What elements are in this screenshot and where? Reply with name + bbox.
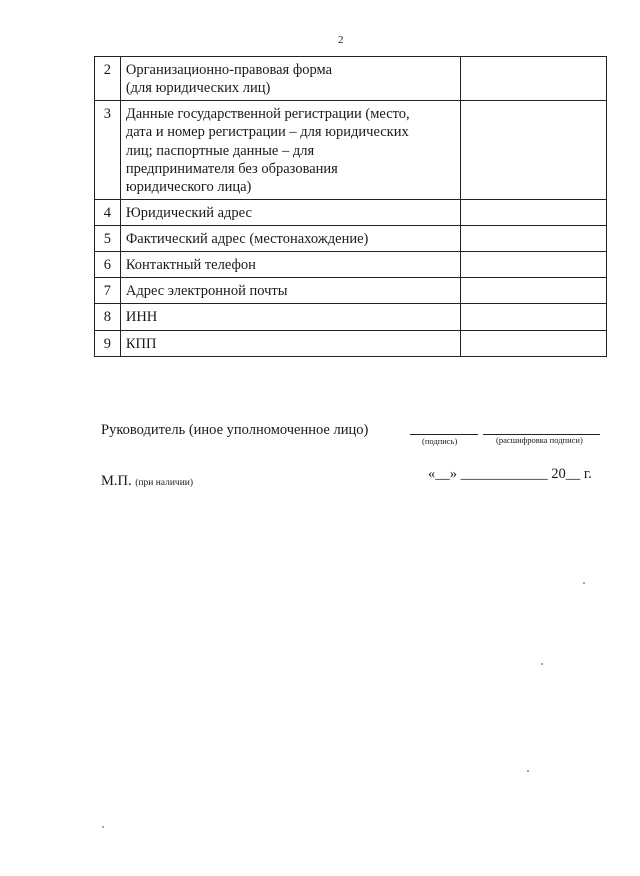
row-label-line: Данные государственной регистрации (место, bbox=[125, 106, 410, 123]
signature-line[interactable] bbox=[410, 420, 478, 435]
table-row bbox=[95, 304, 607, 330]
row-label-line: Юридический адрес bbox=[125, 204, 252, 221]
row-number: 6 bbox=[95, 252, 121, 278]
row-value-cell[interactable] bbox=[460, 330, 606, 356]
row-value-cell[interactable] bbox=[460, 226, 606, 252]
row-number: 4 bbox=[95, 199, 121, 225]
date-month-blank[interactable]: ____________ bbox=[460, 466, 548, 482]
signature-label: Руководитель (иное уполномоченное лицо) bbox=[101, 422, 369, 438]
row-value-cell[interactable] bbox=[460, 199, 606, 225]
row-value-cell[interactable] bbox=[460, 57, 606, 101]
row-number: 8 bbox=[95, 304, 121, 330]
table-row bbox=[95, 101, 607, 200]
date-year-suffix: г. bbox=[580, 466, 592, 482]
scan-speck bbox=[583, 582, 585, 584]
signature-caption: (подпись) bbox=[422, 436, 458, 446]
row-label bbox=[120, 252, 460, 278]
row-number: 2 bbox=[95, 57, 121, 101]
scan-speck bbox=[541, 663, 543, 665]
row-value-cell[interactable] bbox=[460, 252, 606, 278]
row-label-line: лиц; паспортные данные – для bbox=[125, 142, 315, 159]
row-label-line: Адрес электронной почты bbox=[125, 283, 288, 300]
date-year-blank[interactable]: __ bbox=[565, 466, 581, 482]
row-value-cell[interactable] bbox=[460, 304, 606, 330]
row-label-line: дата и номер регистрации – для юридических bbox=[125, 124, 409, 141]
row-number: 3 bbox=[95, 101, 121, 200]
table-row bbox=[95, 199, 607, 225]
row-label-line: ИНН bbox=[125, 309, 158, 326]
table-row bbox=[95, 252, 607, 278]
row-label-line: Контактный телефон bbox=[125, 257, 256, 274]
row-label-line: юридического лица) bbox=[125, 178, 252, 195]
table-row bbox=[95, 226, 607, 252]
company-details-table bbox=[94, 56, 607, 357]
row-label bbox=[120, 101, 460, 200]
row-label-line: Фактический адрес (местонахождение) bbox=[125, 231, 369, 247]
row-label bbox=[120, 226, 460, 252]
row-number: 7 bbox=[95, 278, 121, 304]
table-row bbox=[95, 57, 607, 101]
date-year-prefix: 20 bbox=[551, 466, 566, 482]
signature-name-line[interactable] bbox=[483, 420, 600, 435]
row-label-line: (для юридических лиц) bbox=[125, 80, 271, 97]
date-close-quote: » bbox=[449, 466, 457, 482]
row-label bbox=[120, 278, 460, 304]
scan-speck bbox=[527, 770, 529, 772]
page-number: 2 bbox=[338, 34, 344, 46]
row-label bbox=[120, 57, 460, 101]
table-row bbox=[95, 330, 607, 356]
date-field[interactable] bbox=[428, 466, 592, 483]
row-number: 5 bbox=[95, 226, 121, 252]
stamp-text: М.П. bbox=[101, 473, 132, 489]
table-row bbox=[95, 278, 607, 304]
row-label-line: Организационно-правовая форма bbox=[125, 62, 333, 78]
row-label-line: КПП bbox=[125, 335, 157, 352]
row-label-line: предпринимателя без образования bbox=[125, 160, 338, 177]
row-label bbox=[120, 199, 460, 225]
stamp-note: (при наличии) bbox=[135, 478, 194, 488]
row-label bbox=[120, 304, 460, 330]
row-value-cell[interactable] bbox=[460, 278, 606, 304]
scan-speck bbox=[102, 826, 104, 828]
row-value-cell[interactable] bbox=[460, 101, 606, 200]
date-open-quote: « bbox=[428, 466, 436, 482]
signature-name-caption: (расшифровка подписи) bbox=[496, 435, 583, 445]
stamp-label bbox=[101, 473, 193, 490]
date-day-blank[interactable]: __ bbox=[435, 466, 450, 482]
row-number: 9 bbox=[95, 330, 121, 356]
row-label bbox=[120, 330, 460, 356]
